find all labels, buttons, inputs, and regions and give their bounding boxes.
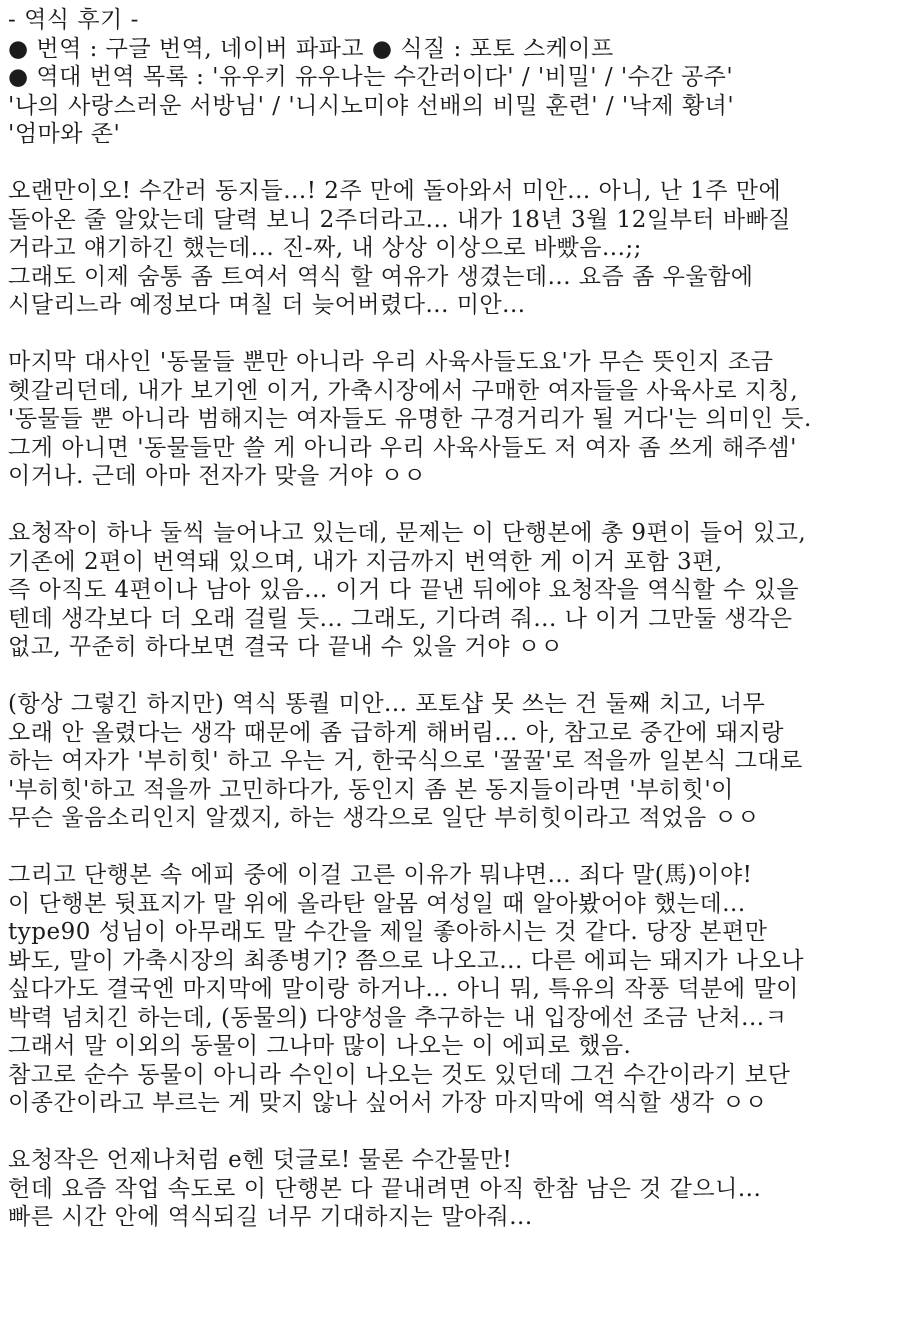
paragraph-header — [8, 6, 896, 149]
text-line: type90 성님이 아무래도 말 수간을 제일 좋아하시는 것 같다. 당장 본편만 — [8, 919, 768, 945]
text-line: 텐데 생각보다 더 오래 걸릴 듯... 그래도, 기다려 줘... 나 이거 그만둘 생각은 — [8, 605, 793, 632]
text-line: 오래 안 올렸다는 생각 때문에 좀 급하게 해버림... 아, 참고로 중간에 돼지랑 — [8, 719, 784, 746]
text-line: 즉 아직도 4편이나 남아 있음... 이거 다 끝낸 뒤에야 요청작을 역식할 수 있을 — [8, 577, 800, 603]
text-line: 요청작이 하나 둘씩 늘어나고 있는데, 문제는 이 단행본에 총 9편이 들어 있고, — [8, 520, 807, 546]
text-line: '동물들 뿐 아니라 범해지는 여자들도 유명한 구경거리가 될 거다'는 의미인 듯. — [8, 406, 812, 432]
text-line: 헷갈리던데, 내가 보기엔 이거, 가축시장에서 구매한 여자들을 사육사로 지칭, — [8, 377, 799, 404]
paragraph-quality-apology — [8, 690, 896, 833]
text-line: 요청작은 언제나처럼 e헨 덧글로! 물론 수간물만! — [8, 1147, 513, 1173]
paragraph-episode-choice — [8, 861, 896, 1118]
text-line: 이거나. 근데 아마 전자가 맞을 거야 ㅇㅇ — [8, 463, 427, 489]
paragraph-last-line-interpretation — [8, 348, 896, 491]
text-line: 그리고 단행본 속 에피 중에 이걸 고른 이유가 뭐냐면... 죄다 말(馬)이야! — [8, 862, 753, 888]
text-line: 봐도, 말이 가축시장의 최종병기? 쯤으로 나오고... 다른 에피는 돼지가 나오나 — [8, 947, 804, 974]
text-line: 헌데 요즘 작업 속도로 이 단행본 다 끝내려면 아직 한참 남은 것 같으니... — [8, 1175, 762, 1202]
text-line: '엄마와 존' — [8, 121, 121, 147]
text-line: 마지막 대사인 '동물들 뿐만 아니라 우리 사육사들도요'가 무슨 뜻인지 조금 — [8, 349, 774, 375]
paragraph-request-progress — [8, 519, 896, 662]
text-line: 싶다가도 결국엔 마지막에 말이랑 하거나... 아니 뭐, 특유의 작풍 덕분에 말이 — [8, 976, 799, 1002]
text-line: ● 번역 : 구글 번역, 네이버 파파고 ● 식질 : 포토 스케이프 — [8, 35, 614, 62]
text-line: 하는 여자가 '부히힛' 하고 우는 거, 한국식으로 '꿀꿀'로 적을까 일본식 그대로 — [8, 748, 803, 774]
paragraph-greeting — [8, 177, 896, 320]
text-line: 돌아온 줄 알았는데 달력 보니 2주더라고... 내가 18년 3월 12일부터 바빠질 — [8, 206, 792, 233]
text-line: 거라고 얘기하긴 했는데... 진-짜, 내 상상 이상으로 바빴음...;; — [8, 235, 642, 261]
text-line: 그래서 말 이외의 동물이 그나마 많이 나오는 이 에피로 했음. — [8, 1033, 632, 1059]
text-line: ● 역대 번역 목록 : '유우키 유우나는 수간러이다' / '비밀' / '수간 공주' — [8, 64, 734, 90]
text-line: 그게 아니면 '동물들만 쓸 게 아니라 우리 사육사들도 저 여자 좀 쓰게 해주셈' — [8, 434, 797, 461]
text-line: 이 단행본 뒷표지가 말 위에 올라탄 알몸 여성일 때 알아봤어야 했는데... — [8, 890, 746, 917]
text-line: '부히힛'하고 적을까 고민하다가, 동인지 좀 본 동지들이라면 '부히힛'이 — [8, 776, 734, 803]
text-line: 박력 넘치긴 하는데, (동물의) 다양성을 추구하는 내 입장에선 조금 난처...ㅋ — [8, 1004, 788, 1031]
page-title: - 역식 후기 - — [8, 7, 139, 33]
text-line: 없고, 꾸준히 하다보면 결국 다 끝내 수 있을 거야 ㅇㅇ — [8, 634, 564, 660]
text-line: 참고로 순수 동물이 아니라 수인이 나오는 것도 있던데 그건 수간이라기 보단 — [8, 1061, 791, 1088]
text-line: 시달리느라 예정보다 며칠 더 늦어버렸다... 미안... — [8, 292, 526, 318]
text-line: 기존에 2편이 번역돼 있으며, 내가 지금까지 번역한 게 이거 포함 3편, — [8, 548, 723, 575]
text-line: 이종간이라고 부르는 게 맞지 않나 싶어서 가장 마지막에 역식할 생각 ㅇㅇ — [8, 1090, 768, 1116]
text-line: (항상 그렇긴 하지만) 역식 똥퀄 미안... 포토샵 못 쓰는 건 둘째 치고, 너무 — [8, 691, 766, 717]
text-line: 그래도 이제 숨통 좀 트여서 역식 할 여유가 생겼는데... 요즘 좀 우울함에 — [8, 263, 754, 290]
text-line: 빠른 시간 안에 역식되길 너무 기대하지는 말아줘... — [8, 1204, 533, 1230]
text-line: 무슨 울음소리인지 알겠지, 하는 생각으로 일단 부히힛이라고 적었음 ㅇㅇ — [8, 805, 760, 831]
paragraph-closing — [8, 1146, 896, 1232]
text-line: 오랜만이오! 수간러 동지들...! 2주 만에 돌아와서 미안... 아니, 난 1주 만에 — [8, 178, 782, 204]
text-line: '나의 사랑스러운 서방님' / '니시노미야 선배의 비밀 훈련' / '낙제 황녀' — [8, 92, 735, 119]
